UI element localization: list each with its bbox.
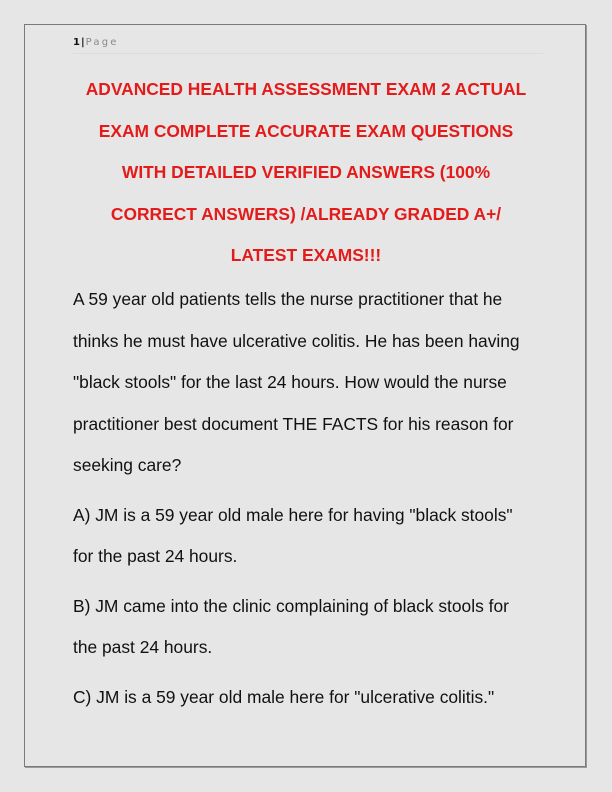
- text-line: for the past 24 hours.: [73, 546, 238, 566]
- page-header: [73, 37, 543, 54]
- title-line: LATEST EXAMS!!!: [230, 245, 382, 265]
- title-line: ADVANCED HEALTH ASSESSMENT EXAM 2 ACTUAL: [85, 79, 527, 99]
- text-line: the past 24 hours.: [73, 637, 213, 657]
- document-title: [25, 69, 587, 277]
- document-body: [73, 279, 548, 726]
- title-line: CORRECT ANSWERS) /ALREADY GRADED A+/: [110, 203, 502, 224]
- text-line: B) JM came into the clinic complaining of black stools for: [73, 595, 509, 616]
- answer-option-c: [73, 677, 548, 719]
- title-line: EXAM COMPLETE ACCURATE EXAM QUESTIONS: [98, 120, 514, 141]
- text-line: A 59 year old patients tells the nurse practitioner that he: [73, 289, 503, 309]
- document-page: [24, 24, 586, 767]
- page-number: 1: [73, 37, 80, 48]
- answer-option-a: [73, 495, 548, 578]
- page-label: Page: [85, 37, 119, 48]
- header-separator: |: [80, 37, 85, 48]
- text-line: practitioner best document THE FACTS for his reason for: [73, 413, 514, 434]
- text-line: "black stools" for the last 24 hours. How would the nurse: [73, 372, 507, 392]
- question-text: [73, 279, 548, 487]
- title-line: WITH DETAILED VERIFIED ANSWERS (100%: [121, 162, 491, 182]
- answer-option-b: [73, 586, 548, 669]
- text-line: A) JM is a 59 year old male here for having "black stools": [73, 504, 513, 525]
- text-line: thinks he must have ulcerative colitis. He has been having: [73, 330, 520, 351]
- text-line: C) JM is a 59 year old male here for "ulcerative colitis.": [73, 686, 495, 707]
- text-line: seeking care?: [73, 455, 182, 475]
